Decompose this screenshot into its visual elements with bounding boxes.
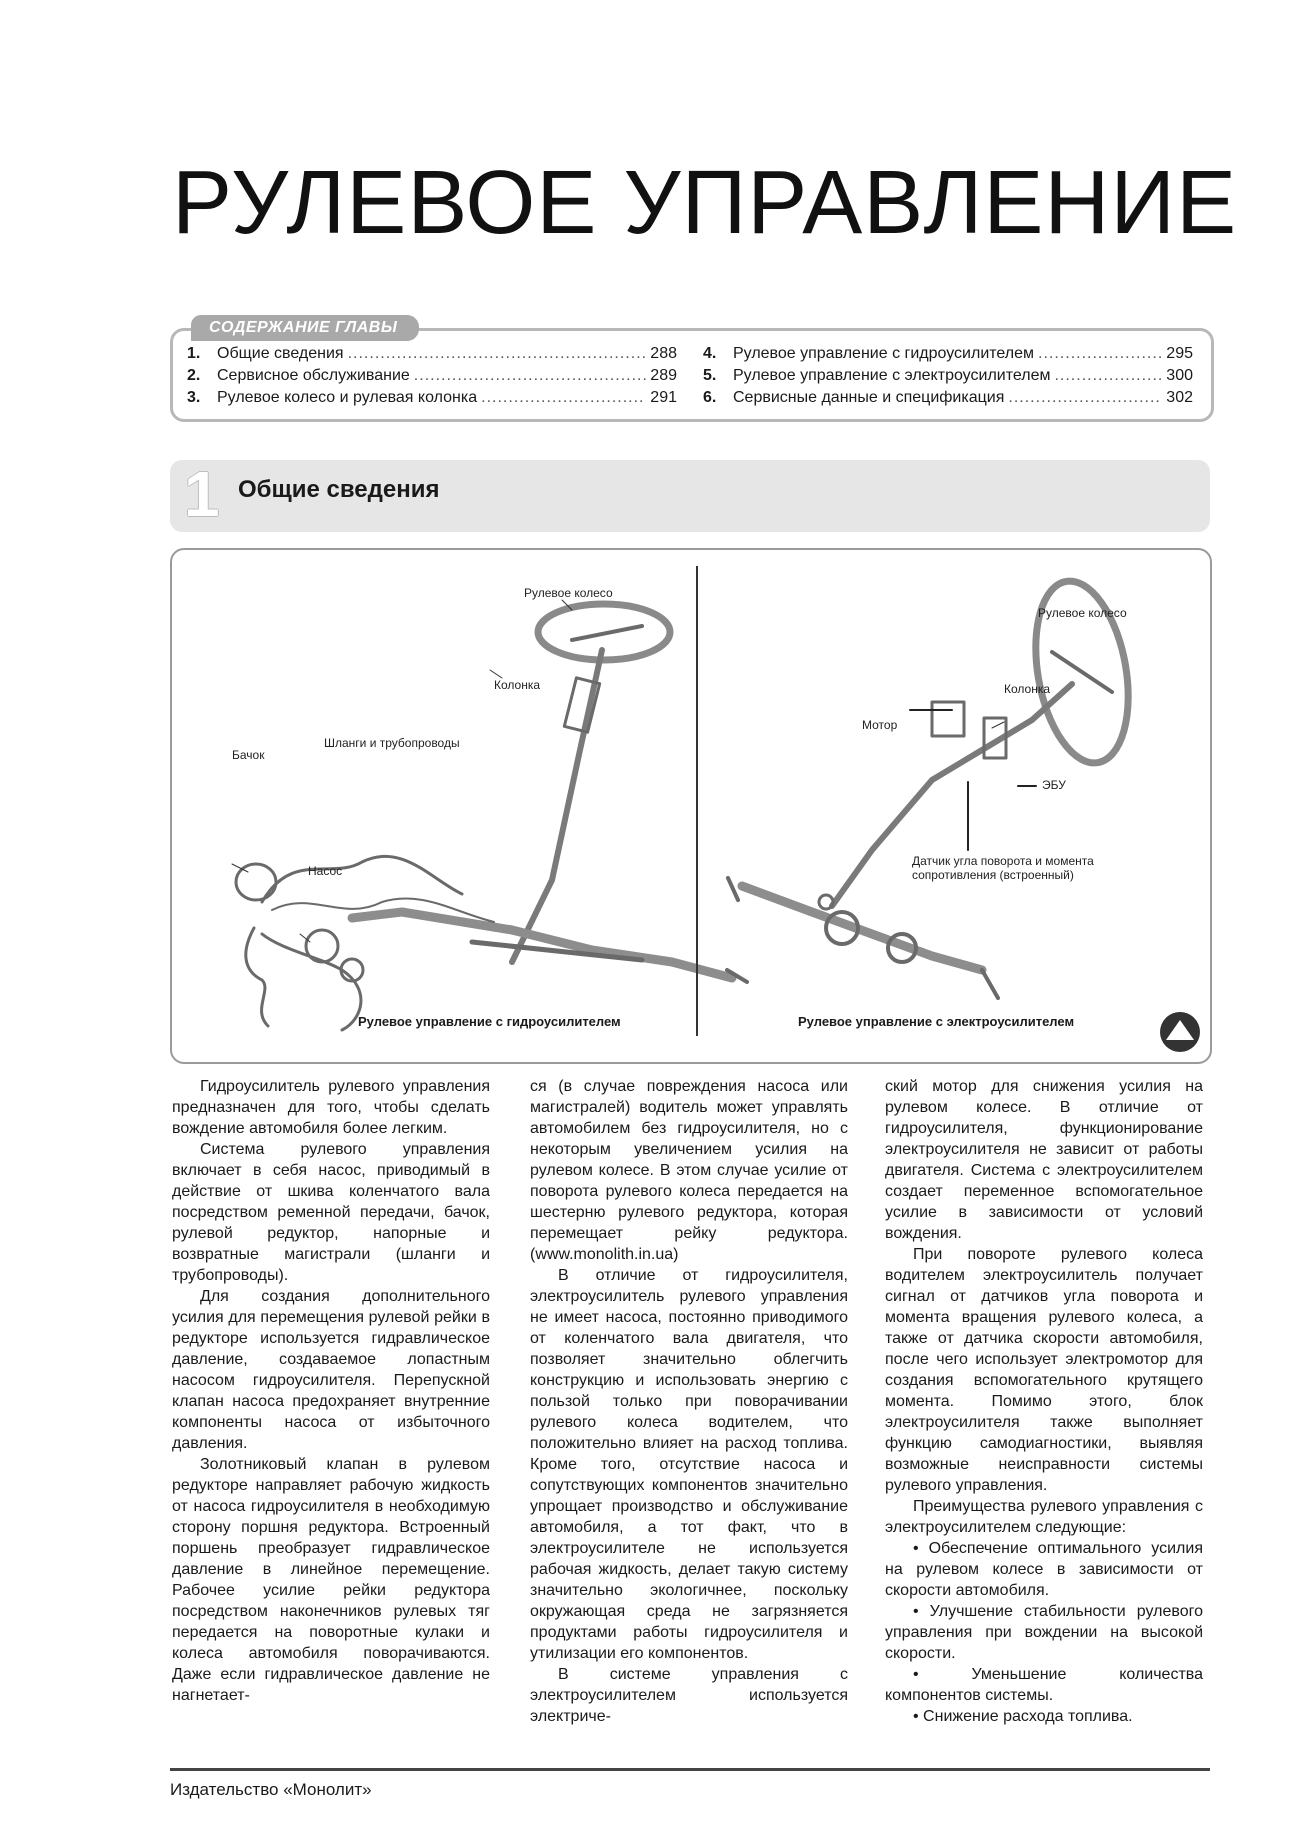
bullet-item: • Обеспечение оптимального усилия на рулевом колесе в зависимости от скорости автомобиля. [885,1540,1203,1599]
bullet-item: • Улучшение стабильности рулевого управления при вождении на высокой скорости. [885,1603,1203,1662]
toc-item-page: 302 [1166,389,1193,406]
caption-electric: Рулевое управление с электроусилителем [798,1014,1075,1029]
toc-item-page: 288 [650,345,677,362]
text-column-1 [172,1076,490,1706]
toc-item-number: 1. [187,345,201,362]
paragraph: Гидроусилитель рулевого управления предназначен для того, чтобы сделать вождение автомобиля более легким. [172,1078,490,1137]
toc-label: СОДЕРЖАНИЕ ГЛАВЫ [191,315,419,341]
label-column-left: Колонка [494,678,541,692]
toc-leader [1008,387,1162,409]
toc-item-number: 4. [703,345,717,362]
toc-column-right [703,343,1193,409]
steering-diagram-illustration [172,550,1210,1062]
toc-leader [348,343,647,365]
paragraph: При повороте рулевого колеса водителем электроусилитель получает сигнал от датчиков угла поворота и момента вращения рулевого колеса, а также от датчика скорости автомобиля, после чего использует электромотор для создания вспомогательного крутящего момента. Помимо этого, блок электроусилителя также выполняет функцию самодиагностики, выявляя возможные неисправности системы рулевого управления. [885,1246,1203,1494]
toc-item-number: 5. [703,367,717,384]
toc-item[interactable] [187,365,677,387]
label-wheel-right: Рулевое колесо [1038,606,1127,620]
toc-item-text: Рулевое управление с электроусилителем [733,367,1051,384]
toc-item[interactable] [187,387,677,409]
paragraph: Для создания дополнительного усилия для перемещения рулевой рейки в редукторе используется гидравлическое давление, создаваемое лопастным насосом гидроусилителя. Перепускной клапан насоса предохраняет внутренние компоненты насоса от избыточного давления. [172,1288,490,1452]
toc-leader [414,365,647,387]
paragraph: Преимущества рулевого управления с электроусилителем следующие: [885,1498,1203,1536]
toc-item-number: 3. [187,389,201,406]
label-pump: Насос [308,864,343,878]
figure-divider [696,566,698,1036]
publisher-logo-icon [1160,1012,1200,1052]
toc-leader [1054,365,1162,387]
toc-item-text: Рулевое колесо и рулевая колонка [217,389,478,406]
footer-publisher: Издательство «Монолит» [170,1780,372,1799]
toc-leader [481,387,646,409]
toc-item-text: Сервисное обслуживание [217,367,410,384]
label-tank: Бачок [232,748,265,762]
section-header [170,460,1210,532]
toc-item[interactable] [703,387,1193,409]
paragraph: Золотниковый клапан в рулевом редукторе направляет рабочую жидкость от насоса гидроусилителя в необходимую сторону поршня редуктора. Встроенный поршень преобразует гидравлическое давление в линейное перемещение. Рабочее усилие рейки редуктора посредством наконечников рулевых тяг передается на поворотные кулаки и колеса автомобиля поворачиваются. Даже если гидравлическое давление не нагнетает- [172,1456,490,1704]
paragraph: ский мотор для снижения усилия на рулевом колесе. В отличие от гидроусилителя, функционирование электроусилителя не зависит от работы двигателя. Система с электроусилителем создает переменное вспомогательное усилие в зависимости от условий вождения. [885,1078,1203,1242]
text-column-2 [530,1076,848,1727]
toc-leader [1038,343,1162,365]
caption-hydraulic: Рулевое управление с гидроусилителем [358,1014,621,1029]
label-motor: Мотор [862,718,898,732]
toc-item[interactable] [703,343,1193,365]
bullet-item: • Снижение расхода топлива. [913,1708,1133,1725]
page-title: РУЛЕВОЕ УПРАВЛЕНИЕ [172,153,1238,253]
toc-item-page: 291 [650,389,677,406]
steering-figure [170,548,1212,1064]
toc-item-page: 300 [1166,367,1193,384]
toc-item-text: Общие сведения [217,345,344,362]
label-ecu: ЭБУ [1042,778,1066,792]
label-wheel-left: Рулевое колесо [524,586,613,600]
toc-item[interactable] [703,365,1193,387]
toc-item-number: 2. [187,367,201,384]
toc-item[interactable] [187,343,677,365]
paragraph: В отличие от гидроусилителя, электроусилитель рулевого управления не имеет насоса, постоянно приводимого от коленчатого вала двигателя, что позволяет значительно облегчить конструкцию и использовать энергию с пользой только при поворачивании рулевого колеса водителем, что положительно влияет на расход топлива. Кроме того, отсутствие насоса и сопутствующих компонентов значительно упрощает производство и обслуживание автомобиля, а тот факт, что в электроусилителе не используется рабочая жидкость, делает такую систему значительно экологичнее, поскольку окружающая среда не загрязняется продуктами работы гидроусилителя и утилизации его компонентов. [530,1267,848,1662]
label-hoses: Шланги и трубопроводы [324,736,460,750]
label-sensor-line2: сопротивления (встроенный) [912,868,1074,882]
toc-item-page: 289 [650,367,677,384]
toc-item-text: Сервисные данные и спецификация [733,389,1005,406]
paragraph: В системе управления с электроусилителем используется электриче- [530,1666,848,1725]
footer-rule [170,1768,1210,1771]
toc-item-text: Рулевое управление с гидроусилителем [733,345,1035,362]
toc-item-page: 295 [1166,345,1193,362]
section-title: Общие сведения [238,476,440,503]
label-column-right: Колонка [1004,682,1051,696]
paragraph: Система рулевого управления включает в себя насос, приводимый в действие от шкива коленчатого вала посредством ременной передачи, бачок, рулевой редуктор, напорные и возвратные магистрали (шланги и трубопроводы). [172,1141,490,1284]
bullet-item: • Уменьшение количества компонентов системы. [885,1666,1203,1704]
table-of-contents [170,319,1214,422]
text-column-3 [885,1076,1203,1727]
section-number: 1 [184,458,220,530]
label-sensor-line1: Датчик угла поворота и момента [912,854,1094,868]
paragraph: ся (в случае повреждения насоса или магистралей) водитель может управлять автомобилем без гидроусилителя, но с некоторым увеличением усилия на рулевом колесе. В этом случае усилие от поворота рулевого колеса передается на шестерню рулевого редуктора, которая перемещает рейку редуктора. (www.monolith.in.ua) [530,1078,848,1263]
toc-item-number: 6. [703,389,717,406]
toc-column-left [187,343,677,409]
